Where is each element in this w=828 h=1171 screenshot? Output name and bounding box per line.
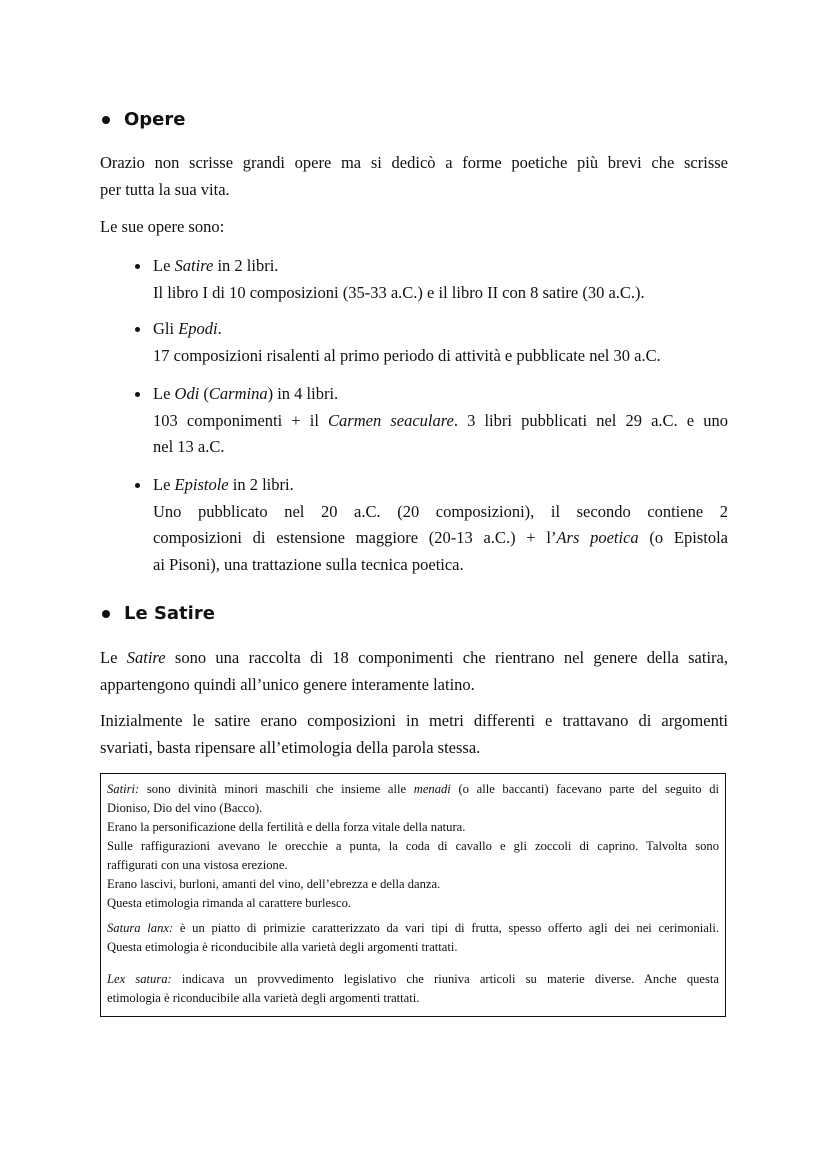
text-line: nel 13 a.C.: [153, 437, 225, 456]
bullet-icon: [135, 392, 140, 397]
note-satura-lanx: [107, 919, 719, 957]
note-satiri: [107, 780, 719, 913]
text-line: raffigurati con una vistosa erezione.: [107, 858, 288, 872]
text-line: Il libro I di 10 composizioni (35-33 a.C.) e il libro II con 8 satire (30 a.C.).: [153, 282, 645, 302]
paragraph-list-intro: [100, 214, 728, 241]
text-line: 103 componimenti + il Carmen seaculare. 3 libri pubblicati nel 29 a.C. e uno: [153, 410, 728, 430]
text-line: 17 composizioni risalenti al primo periodo di attività e pubblicate nel 30 a.C.: [153, 345, 661, 365]
text-line: Erano la personificazione della fertilità e della forza vitale della natura.: [107, 820, 466, 834]
note-lex-satura: [107, 970, 719, 1008]
bullet-icon: [102, 610, 110, 618]
bullet-icon: [102, 116, 110, 124]
bullet-icon: [135, 264, 140, 269]
paragraph-satire-2: [100, 708, 728, 761]
text-line: Orazio non scrisse grandi opere ma si dedicò a forme poetiche più brevi che scrisse: [100, 153, 728, 172]
bullet-icon: [135, 483, 140, 488]
text-line: appartengono quindi all’unico genere interamente latino.: [100, 674, 475, 694]
section-heading-satire: [100, 602, 215, 626]
text-line: Le sue opere sono:: [100, 217, 225, 236]
text-line: ai Pisoni), una trattazione sulla tecnica poetica.: [153, 554, 464, 574]
bullet-icon: [135, 327, 140, 332]
section-heading-opere: [100, 108, 185, 132]
text-line: Dioniso, Dio del vino (Bacco).: [107, 801, 263, 815]
text-line: Lex satura: indicava un provvedimento legislativo che riuniva articoli su materie diverse. Anche questa: [107, 972, 720, 986]
item-title-line: Gli Epodi.: [153, 319, 222, 338]
text-line: Inizialmente le satire erano composizioni in metri differenti e trattavano di argomenti: [100, 711, 728, 730]
text-line: Erano lascivi, burloni, amanti del vino, dell’ebrezza e della danza.: [107, 877, 441, 891]
text-line: Questa etimologia rimanda al carattere burlesco.: [107, 896, 352, 910]
text-line: per tutta la sua vita.: [100, 179, 230, 199]
text-line: Satura lanx: è un piatto di primizie caratterizzato da vari tipi di frutta, spesso offerto agli dei nei cerimoniali.: [107, 921, 719, 935]
text-line: Sulle raffigurazioni avevano le orecchie a punta, la coda di cavallo e gli zoccoli di caprino. Talvolta sono: [107, 839, 719, 853]
heading-text: Opere: [124, 109, 186, 130]
text-line: etimologia è riconducibile alla varietà degli argomenti trattati.: [107, 991, 420, 1005]
etymology-box: [100, 773, 726, 1017]
item-title-line: Le Odi (Carmina) in 4 libri.: [153, 384, 339, 403]
text-line: Satiri: sono divinità minori maschili che insieme alle menadi (o alle baccanti) facevano parte del seguito di: [107, 782, 719, 796]
paragraph-satire-1: [100, 645, 728, 698]
item-title-line: Le Epistole in 2 libri.: [153, 475, 294, 494]
text-line: composizioni di estensione maggiore (20-13 a.C.) + l’Ars poetica (o Epistola: [153, 528, 728, 547]
text-line: svariati, basta ripensare all’etimologia della parola stessa.: [100, 737, 481, 757]
heading-text: Le Satire: [124, 603, 215, 624]
text-line: Uno pubblicato nel 20 a.C. (20 composizioni), il secondo contiene 2: [153, 501, 728, 521]
paragraph-intro: [100, 150, 728, 203]
text-line: Le Satire sono una raccolta di 18 componimenti che rientrano nel genere della satira,: [100, 648, 728, 667]
text-line: Questa etimologia è riconducibile alla varietà degli argomenti trattati.: [107, 940, 458, 954]
item-title-line: Le Satire in 2 libri.: [153, 256, 279, 275]
